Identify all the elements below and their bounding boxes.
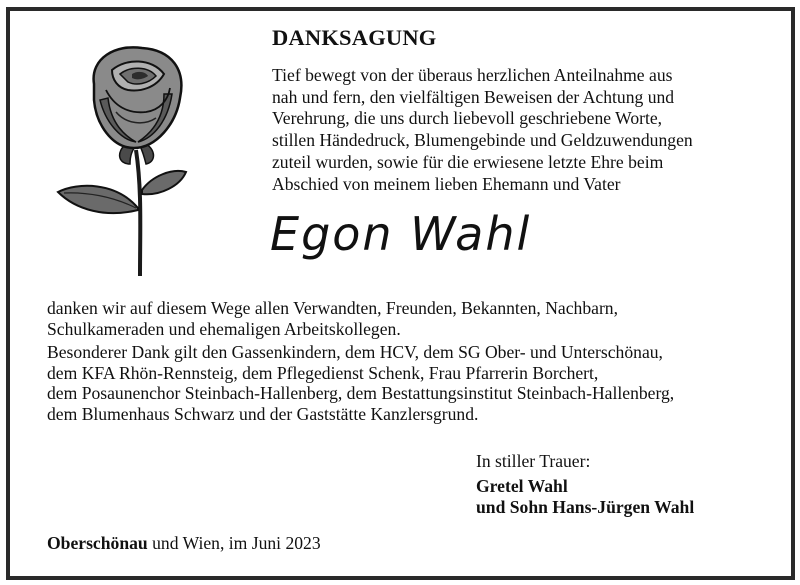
- paragraph-line: dem Posaunenchor Steinbach-Hallenberg, dem Bestattungsinstitut Steinbach-Hallenberg,: [47, 383, 675, 403]
- page-title: DANKSAGUNG: [272, 25, 437, 50]
- intro-line: nah und fern, den vielfältigen Beweisen der Achtung und: [272, 86, 675, 107]
- mourners-list: [476, 476, 694, 518]
- deceased-name: Egon Wahl: [270, 207, 532, 261]
- place-name: Oberschönau: [47, 533, 148, 553]
- paragraph-line: danken wir auf diesem Wege allen Verwandten, Freunden, Bekannten, Nachbarn,: [47, 298, 618, 318]
- paragraph-line: Besonderer Dank gilt den Gassenkindern, dem HCV, dem SG Ober- und Unterschönau,: [47, 342, 663, 362]
- place-date: [47, 533, 321, 554]
- intro-line: zuteil wurden, sowie für die erwiesene letzte Ehre beim: [272, 151, 664, 172]
- thanks-paragraph: [47, 298, 767, 339]
- mourner-name: und Sohn Hans-Jürgen Wahl: [476, 497, 695, 517]
- intro-text: [272, 65, 742, 195]
- special-thanks-paragraph: [47, 342, 767, 424]
- intro-line: Tief bewegt von der überaus herzlichen Anteilnahme aus: [272, 65, 673, 85]
- intro-line: Abschied von meinem lieben Ehemann und Vater: [272, 173, 621, 194]
- paragraph-line: Schulkameraden und ehemaligen Arbeitskollegen.: [47, 318, 401, 339]
- mourner-name: Gretel Wahl: [476, 476, 568, 496]
- paragraph-line: dem Blumenhaus Schwarz und der Gaststätte Kanzlersgrund.: [47, 403, 479, 424]
- intro-line: stillen Händedruck, Blumengebinde und Geldzuwendungen: [272, 130, 693, 151]
- mourning-label: In stiller Trauer:: [476, 451, 591, 471]
- intro-line: Verehrung, die uns durch liebevoll geschriebene Worte,: [272, 108, 663, 129]
- paragraph-line: dem KFA Rhön-Rennsteig, dem Pflegedienst Schenk, Frau Pfarrerin Borchert,: [47, 362, 599, 383]
- rose-illustration: [56, 40, 196, 278]
- place-date-text: und Wien, im Juni 2023: [147, 533, 321, 553]
